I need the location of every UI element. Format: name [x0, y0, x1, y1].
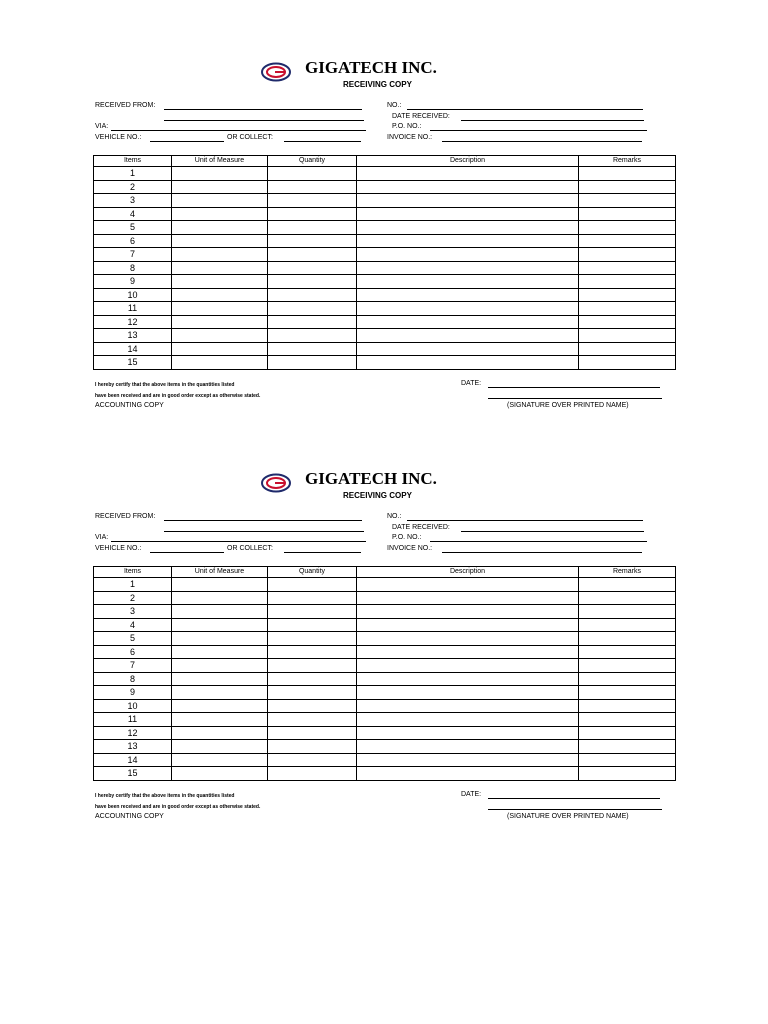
item-number-cell: 11 — [94, 302, 172, 316]
quantity-cell[interactable] — [268, 591, 357, 605]
remarks-cell[interactable] — [579, 753, 676, 767]
header-description: Description — [357, 567, 579, 578]
description-cell[interactable] — [357, 699, 579, 713]
item-number-cell: 6 — [94, 645, 172, 659]
header-quantity: Quantity — [268, 567, 357, 578]
description-cell[interactable] — [357, 207, 579, 221]
item-number-cell: 2 — [94, 180, 172, 194]
table-row — [94, 194, 676, 208]
unit-of-measure-cell[interactable] — [172, 248, 268, 262]
table-row — [94, 275, 676, 289]
quantity-cell[interactable] — [268, 302, 357, 316]
description-cell[interactable] — [357, 329, 579, 343]
quantity-cell[interactable] — [268, 740, 357, 754]
quantity-cell[interactable] — [268, 356, 357, 370]
receiving-form-1 — [0, 58, 768, 482]
date-line[interactable] — [488, 798, 660, 799]
unit-of-measure-cell[interactable] — [172, 356, 268, 370]
description-cell[interactable] — [357, 275, 579, 289]
table-row — [94, 591, 676, 605]
table-row — [94, 578, 676, 592]
item-number-cell: 9 — [94, 686, 172, 700]
invoice-no-label: INVOICE NO.: — [387, 134, 433, 141]
unit-of-measure-cell[interactable] — [172, 713, 268, 727]
remarks-cell[interactable] — [579, 234, 676, 248]
date-received-line[interactable] — [461, 120, 644, 121]
remarks-cell[interactable] — [579, 275, 676, 289]
no-label: NO.: — [387, 102, 402, 109]
item-number-cell: 11 — [94, 713, 172, 727]
quantity-cell[interactable] — [268, 618, 357, 632]
description-cell[interactable] — [357, 672, 579, 686]
unit-of-measure-cell[interactable] — [172, 221, 268, 235]
table-row — [94, 767, 676, 781]
description-cell[interactable] — [357, 632, 579, 646]
description-cell[interactable] — [357, 591, 579, 605]
received-from-label: RECEIVED FROM: — [95, 513, 156, 520]
item-number-cell: 4 — [94, 618, 172, 632]
unit-of-measure-cell[interactable] — [172, 315, 268, 329]
table-row — [94, 234, 676, 248]
remarks-cell[interactable] — [579, 726, 676, 740]
table-row — [94, 288, 676, 302]
gigatech-logo-icon — [261, 62, 291, 82]
table-row — [94, 699, 676, 713]
quantity-cell[interactable] — [268, 767, 357, 781]
description-cell[interactable] — [357, 605, 579, 619]
table-row — [94, 605, 676, 619]
unit-of-measure-cell[interactable] — [172, 726, 268, 740]
quantity-cell[interactable] — [268, 234, 357, 248]
description-cell[interactable] — [357, 618, 579, 632]
remarks-cell[interactable] — [579, 699, 676, 713]
unit-of-measure-cell[interactable] — [172, 207, 268, 221]
remarks-cell[interactable] — [579, 767, 676, 781]
table-row — [94, 686, 676, 700]
quantity-cell[interactable] — [268, 753, 357, 767]
remarks-cell[interactable] — [579, 632, 676, 646]
table-row — [94, 672, 676, 686]
table-row — [94, 726, 676, 740]
unit-of-measure-cell[interactable] — [172, 672, 268, 686]
item-number-cell: 3 — [94, 605, 172, 619]
table-row — [94, 315, 676, 329]
or-collect-label: OR COLLECT: — [227, 545, 273, 552]
table-row — [94, 342, 676, 356]
table-row — [94, 221, 676, 235]
item-number-cell: 13 — [94, 329, 172, 343]
description-cell[interactable] — [357, 713, 579, 727]
no-line[interactable] — [407, 109, 643, 110]
table-row — [94, 248, 676, 262]
table-row — [94, 302, 676, 316]
date-label: DATE: — [461, 380, 482, 387]
table-row — [94, 180, 676, 194]
quantity-cell[interactable] — [268, 699, 357, 713]
table-row — [94, 632, 676, 646]
invoice-no-label: INVOICE NO.: — [387, 545, 433, 552]
item-number-cell: 13 — [94, 740, 172, 754]
signature-line[interactable] — [488, 398, 662, 399]
certification-line-1: I hereby certify that the above items in the quantities listed — [95, 382, 235, 388]
unit-of-measure-cell[interactable] — [172, 618, 268, 632]
description-cell[interactable] — [357, 248, 579, 262]
quantity-cell[interactable] — [268, 342, 357, 356]
unit-of-measure-cell[interactable] — [172, 329, 268, 343]
description-cell[interactable] — [357, 167, 579, 181]
vehicle-no-label: VEHICLE NO.: — [95, 134, 142, 141]
header-quantity: Quantity — [268, 156, 357, 167]
remarks-cell[interactable] — [579, 315, 676, 329]
vehicle-no-line[interactable] — [150, 552, 224, 553]
remarks-cell[interactable] — [579, 672, 676, 686]
item-number-cell: 10 — [94, 699, 172, 713]
quantity-cell[interactable] — [268, 329, 357, 343]
remarks-cell[interactable] — [579, 591, 676, 605]
remarks-cell[interactable] — [579, 740, 676, 754]
remarks-cell[interactable] — [579, 167, 676, 181]
vehicle-no-label: VEHICLE NO.: — [95, 545, 142, 552]
vehicle-no-line[interactable] — [150, 141, 224, 142]
remarks-cell[interactable] — [579, 207, 676, 221]
unit-of-measure-cell[interactable] — [172, 740, 268, 754]
quantity-cell[interactable] — [268, 659, 357, 673]
or-collect-label: OR COLLECT: — [227, 134, 273, 141]
po-no-line[interactable] — [430, 130, 647, 131]
received-from-line-1[interactable] — [164, 109, 362, 110]
signature-label: (SIGNATURE OVER PRINTED NAME) — [507, 402, 629, 409]
quantity-cell[interactable] — [268, 645, 357, 659]
items-table — [93, 566, 676, 781]
description-cell[interactable] — [357, 342, 579, 356]
description-cell[interactable] — [357, 221, 579, 235]
remarks-cell[interactable] — [579, 329, 676, 343]
header-description: Description — [357, 156, 579, 167]
signature-line[interactable] — [488, 809, 662, 810]
item-number-cell: 1 — [94, 578, 172, 592]
remarks-cell[interactable] — [579, 342, 676, 356]
quantity-cell[interactable] — [268, 248, 357, 262]
table-row — [94, 753, 676, 767]
date-line[interactable] — [488, 387, 660, 388]
unit-of-measure-cell[interactable] — [172, 767, 268, 781]
table-row — [94, 740, 676, 754]
description-cell[interactable] — [357, 753, 579, 767]
table-row — [94, 713, 676, 727]
item-number-cell: 2 — [94, 591, 172, 605]
description-cell[interactable] — [357, 302, 579, 316]
remarks-cell[interactable] — [579, 194, 676, 208]
item-number-cell: 10 — [94, 288, 172, 302]
unit-of-measure-cell[interactable] — [172, 194, 268, 208]
table-row — [94, 356, 676, 370]
item-number-cell: 12 — [94, 726, 172, 740]
quantity-cell[interactable] — [268, 578, 357, 592]
po-no-line[interactable] — [430, 541, 647, 542]
description-cell[interactable] — [357, 288, 579, 302]
table-row — [94, 207, 676, 221]
received-from-label: RECEIVED FROM: — [95, 102, 156, 109]
quantity-cell[interactable] — [268, 261, 357, 275]
unit-of-measure-cell[interactable] — [172, 645, 268, 659]
date-received-line[interactable] — [461, 531, 644, 532]
via-label: VIA: — [95, 534, 109, 541]
quantity-cell[interactable] — [268, 726, 357, 740]
item-number-cell: 9 — [94, 275, 172, 289]
accounting-copy-label: ACCOUNTING COPY — [95, 813, 164, 820]
description-cell[interactable] — [357, 194, 579, 208]
invoice-no-line[interactable] — [442, 552, 642, 553]
no-line[interactable] — [407, 520, 643, 521]
via-label: VIA: — [95, 123, 109, 130]
item-number-cell: 3 — [94, 194, 172, 208]
item-number-cell: 14 — [94, 342, 172, 356]
or-collect-line[interactable] — [284, 552, 361, 553]
item-number-cell: 1 — [94, 167, 172, 181]
description-cell[interactable] — [357, 180, 579, 194]
certification-line-2: have been received and are in good order except as otherwise stated. — [95, 804, 261, 810]
header-remarks: Remarks — [579, 567, 676, 578]
unit-of-measure-cell[interactable] — [172, 180, 268, 194]
remarks-cell[interactable] — [579, 578, 676, 592]
date-received-label: DATE RECEIVED: — [392, 113, 450, 120]
or-collect-line[interactable] — [284, 141, 361, 142]
item-number-cell: 8 — [94, 672, 172, 686]
description-cell[interactable] — [357, 578, 579, 592]
gigatech-logo-icon — [261, 473, 291, 493]
quantity-cell[interactable] — [268, 632, 357, 646]
table-row — [94, 261, 676, 275]
po-no-label: P.O. NO.: — [392, 534, 422, 541]
unit-of-measure-cell[interactable] — [172, 288, 268, 302]
item-number-cell: 7 — [94, 659, 172, 673]
description-cell[interactable] — [357, 740, 579, 754]
item-number-cell: 7 — [94, 248, 172, 262]
item-number-cell: 15 — [94, 356, 172, 370]
header-unit-of-measure: Unit of Measure — [172, 567, 268, 578]
quantity-cell[interactable] — [268, 288, 357, 302]
remarks-cell[interactable] — [579, 618, 676, 632]
remarks-cell[interactable] — [579, 248, 676, 262]
certification-line-1: I hereby certify that the above items in the quantities listed — [95, 793, 235, 799]
quantity-cell[interactable] — [268, 713, 357, 727]
table-row — [94, 167, 676, 181]
received-from-line-1[interactable] — [164, 520, 362, 521]
remarks-cell[interactable] — [579, 686, 676, 700]
item-number-cell: 15 — [94, 767, 172, 781]
unit-of-measure-cell[interactable] — [172, 342, 268, 356]
received-from-line-2[interactable] — [164, 531, 364, 532]
unit-of-measure-cell[interactable] — [172, 632, 268, 646]
item-number-cell: 12 — [94, 315, 172, 329]
description-cell[interactable] — [357, 261, 579, 275]
date-received-label: DATE RECEIVED: — [392, 524, 450, 531]
quantity-cell[interactable] — [268, 275, 357, 289]
quantity-cell[interactable] — [268, 207, 357, 221]
quantity-cell[interactable] — [268, 221, 357, 235]
quantity-cell[interactable] — [268, 686, 357, 700]
receiving-form-2 — [0, 469, 768, 893]
item-number-cell: 8 — [94, 261, 172, 275]
unit-of-measure-cell[interactable] — [172, 699, 268, 713]
quantity-cell[interactable] — [268, 194, 357, 208]
header-items: Items — [94, 567, 172, 578]
received-from-line-2[interactable] — [164, 120, 364, 121]
item-number-cell: 5 — [94, 632, 172, 646]
via-line[interactable] — [111, 541, 366, 542]
remarks-cell[interactable] — [579, 302, 676, 316]
unit-of-measure-cell[interactable] — [172, 302, 268, 316]
form-subtitle: RECEIVING COPY — [343, 80, 412, 89]
certification-line-2: have been received and are in good order except as otherwise stated. — [95, 393, 261, 399]
remarks-cell[interactable] — [579, 180, 676, 194]
unit-of-measure-cell[interactable] — [172, 591, 268, 605]
unit-of-measure-cell[interactable] — [172, 275, 268, 289]
date-label: DATE: — [461, 791, 482, 798]
quantity-cell[interactable] — [268, 167, 357, 181]
remarks-cell[interactable] — [579, 713, 676, 727]
company-name: GIGATECH INC. — [305, 58, 437, 77]
item-number-cell: 14 — [94, 753, 172, 767]
remarks-cell[interactable] — [579, 356, 676, 370]
table-row — [94, 659, 676, 673]
description-cell[interactable] — [357, 234, 579, 248]
unit-of-measure-cell[interactable] — [172, 167, 268, 181]
quantity-cell[interactable] — [268, 180, 357, 194]
remarks-cell[interactable] — [579, 659, 676, 673]
item-number-cell: 5 — [94, 221, 172, 235]
items-table — [93, 155, 676, 370]
remarks-cell[interactable] — [579, 221, 676, 235]
unit-of-measure-cell[interactable] — [172, 234, 268, 248]
via-line[interactable] — [111, 130, 366, 131]
quantity-cell[interactable] — [268, 315, 357, 329]
po-no-label: P.O. NO.: — [392, 123, 422, 130]
no-label: NO.: — [387, 513, 402, 520]
description-cell[interactable] — [357, 726, 579, 740]
unit-of-measure-cell[interactable] — [172, 753, 268, 767]
description-cell[interactable] — [357, 767, 579, 781]
quantity-cell[interactable] — [268, 605, 357, 619]
remarks-cell[interactable] — [579, 261, 676, 275]
table-row — [94, 645, 676, 659]
unit-of-measure-cell[interactable] — [172, 659, 268, 673]
header-unit-of-measure: Unit of Measure — [172, 156, 268, 167]
accounting-copy-label: ACCOUNTING COPY — [95, 402, 164, 409]
remarks-cell[interactable] — [579, 645, 676, 659]
form-subtitle: RECEIVING COPY — [343, 491, 412, 500]
description-cell[interactable] — [357, 356, 579, 370]
unit-of-measure-cell[interactable] — [172, 261, 268, 275]
item-number-cell: 4 — [94, 207, 172, 221]
header-items: Items — [94, 156, 172, 167]
remarks-cell[interactable] — [579, 605, 676, 619]
item-number-cell: 6 — [94, 234, 172, 248]
description-cell[interactable] — [357, 315, 579, 329]
unit-of-measure-cell[interactable] — [172, 686, 268, 700]
unit-of-measure-cell[interactable] — [172, 605, 268, 619]
description-cell[interactable] — [357, 645, 579, 659]
invoice-no-line[interactable] — [442, 141, 642, 142]
company-name: GIGATECH INC. — [305, 469, 437, 488]
signature-label: (SIGNATURE OVER PRINTED NAME) — [507, 813, 629, 820]
unit-of-measure-cell[interactable] — [172, 578, 268, 592]
table-row — [94, 618, 676, 632]
description-cell[interactable] — [357, 659, 579, 673]
remarks-cell[interactable] — [579, 288, 676, 302]
table-row — [94, 329, 676, 343]
quantity-cell[interactable] — [268, 672, 357, 686]
header-remarks: Remarks — [579, 156, 676, 167]
description-cell[interactable] — [357, 686, 579, 700]
